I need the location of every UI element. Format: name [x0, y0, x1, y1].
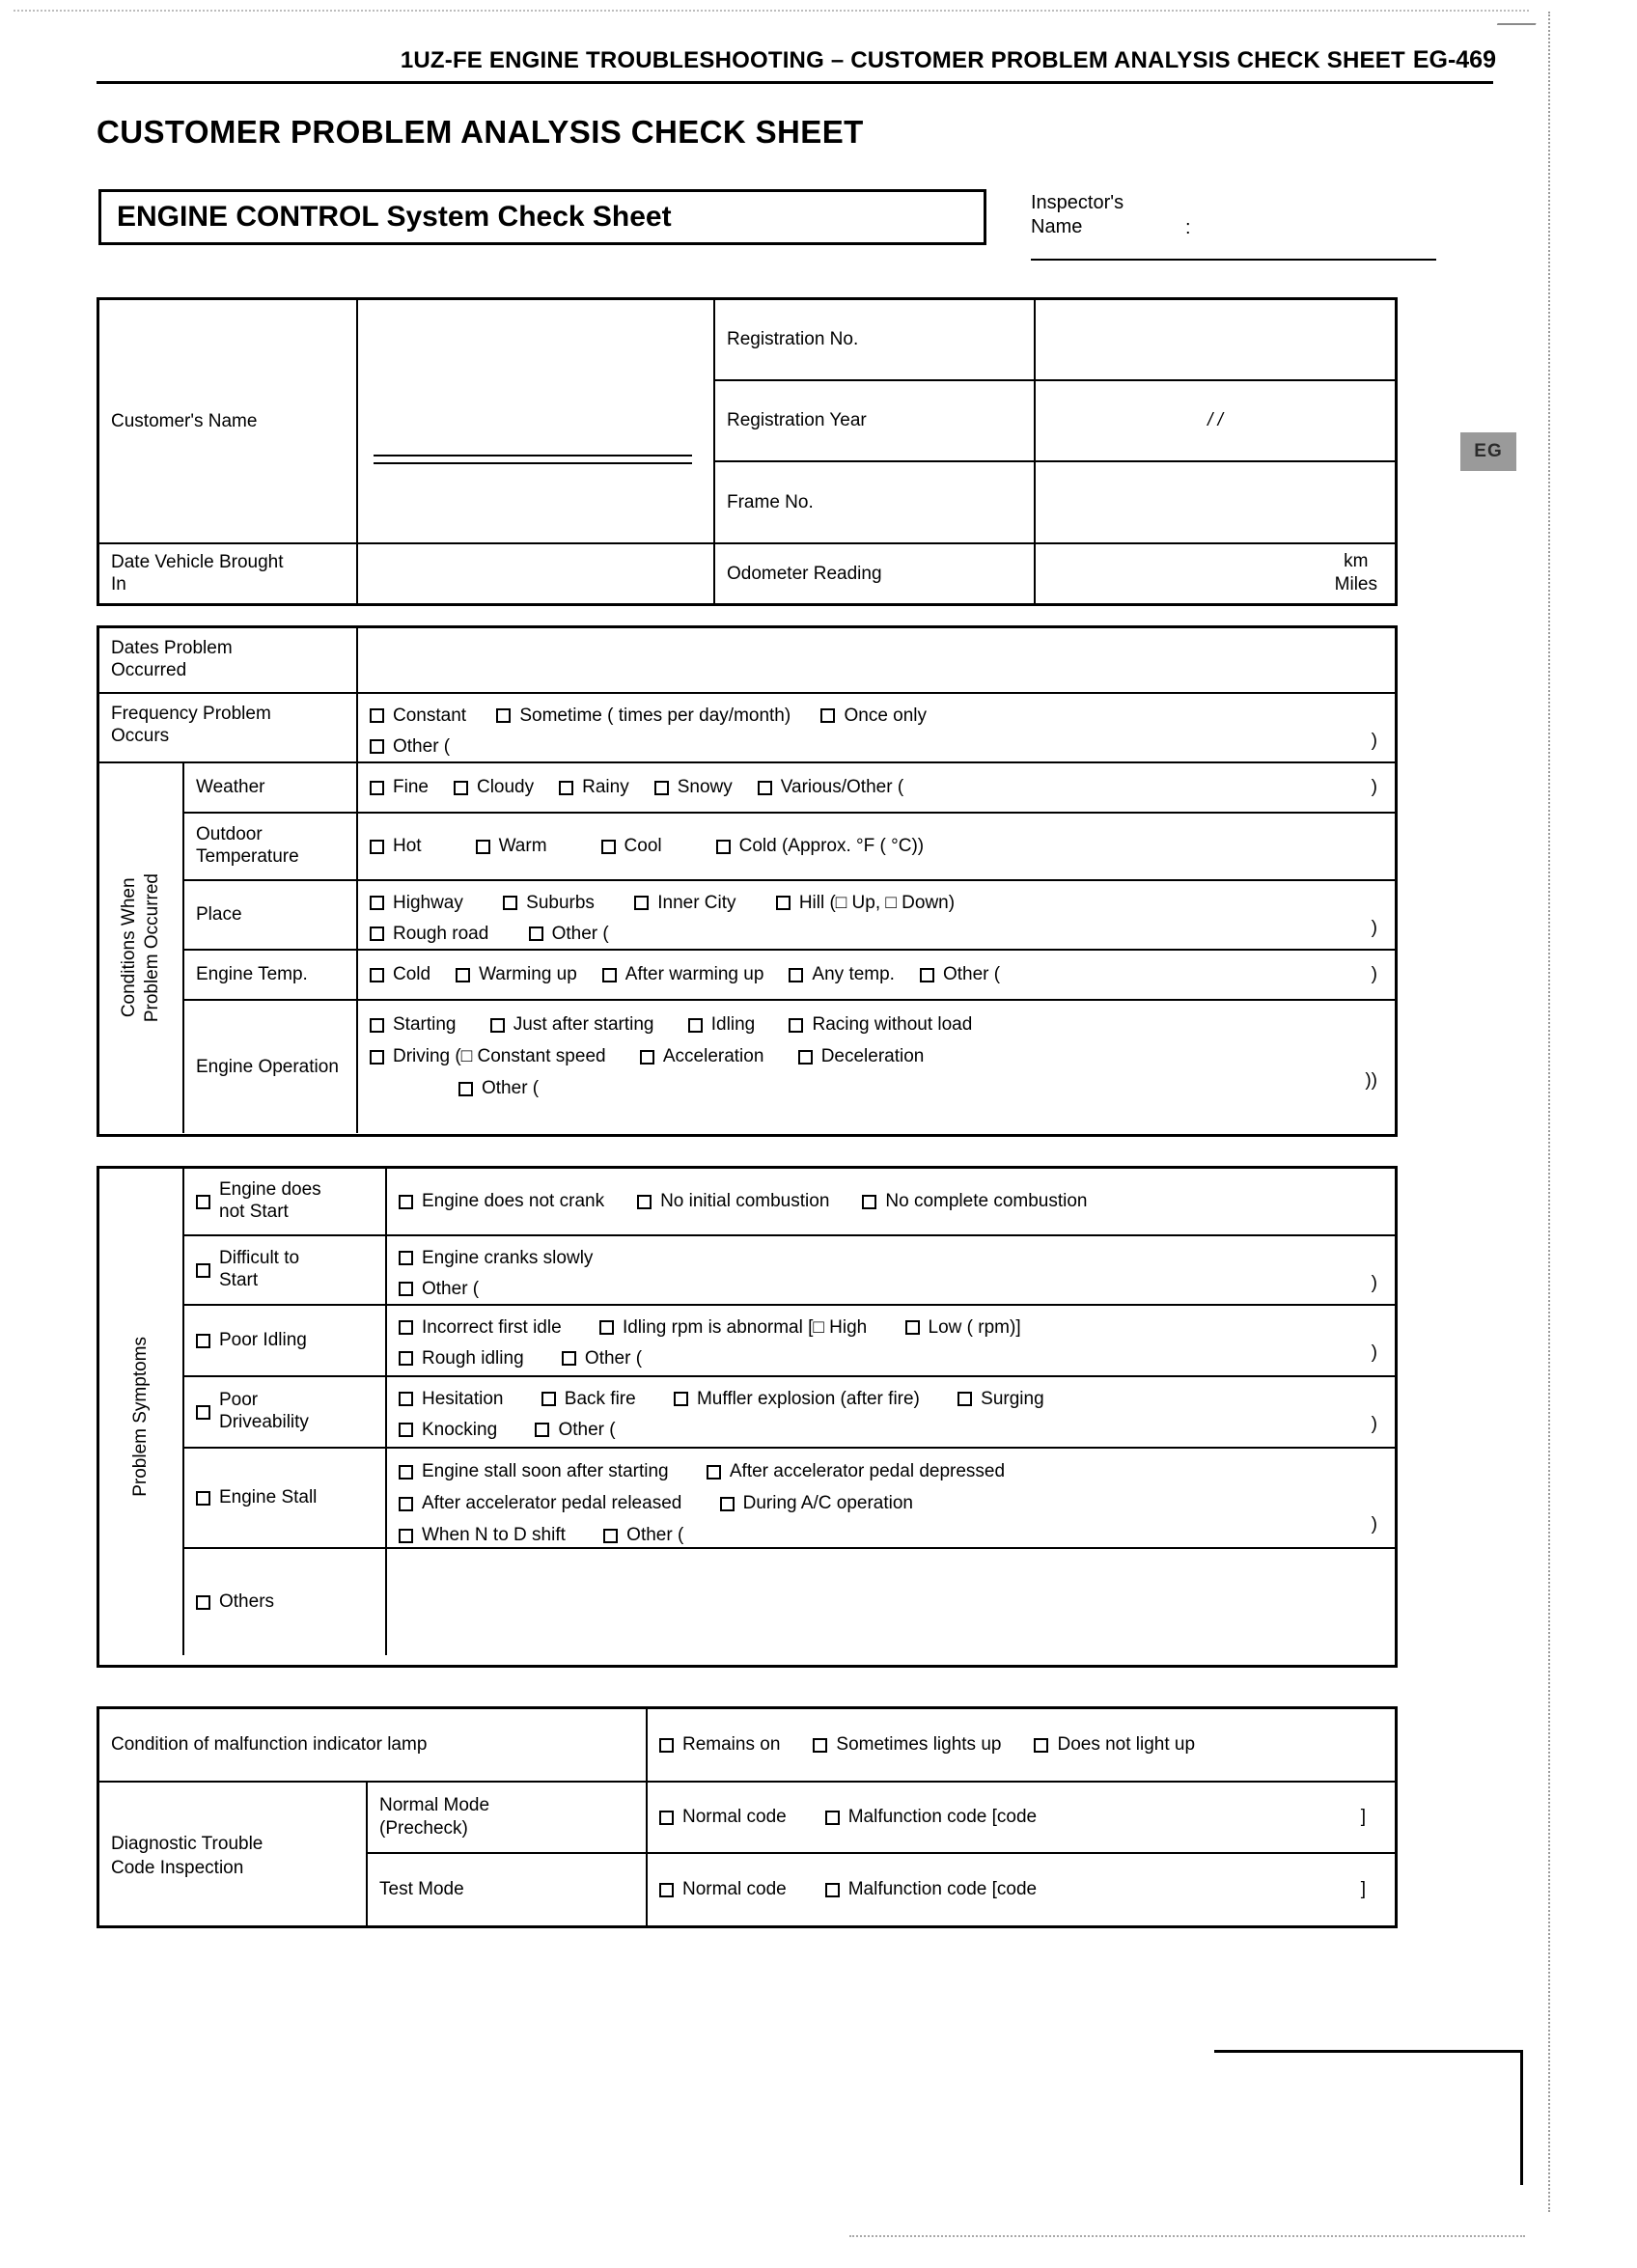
- option-highway[interactable]: Highway: [370, 889, 463, 917]
- diagnostics-table: [97, 1706, 1398, 1928]
- running-header: [97, 46, 1496, 74]
- checkbox-icon[interactable]: [825, 1883, 840, 1897]
- checkbox-icon[interactable]: [399, 1392, 413, 1406]
- dates-problem-label: Dates Problem Occurred: [99, 628, 356, 694]
- option-suburbs[interactable]: Suburbs: [503, 889, 595, 917]
- option-racing-without-load[interactable]: Racing without load: [789, 1010, 972, 1039]
- option-cool[interactable]: Cool: [601, 836, 662, 857]
- checkbox-icon[interactable]: [399, 1465, 413, 1480]
- option-hot[interactable]: Hot: [370, 836, 422, 857]
- option-rainy[interactable]: Rainy: [559, 777, 629, 798]
- checkbox-icon[interactable]: [399, 1320, 413, 1335]
- checkbox-icon[interactable]: [399, 1251, 413, 1265]
- symptom-options-poor-driveability[interactable]: [385, 1377, 1395, 1449]
- checkbox-icon[interactable]: [476, 840, 490, 854]
- checkbox-icon[interactable]: [957, 1392, 972, 1406]
- checkbox-icon[interactable]: [196, 1405, 210, 1420]
- section-tab-eg: EG: [1460, 432, 1516, 471]
- engine-temp-label: Engine Temp.: [182, 951, 356, 1001]
- frame-no-label: Frame No.: [713, 462, 1034, 544]
- option-idling-rpm-low[interactable]: Low ( rpm)]: [905, 1314, 1021, 1341]
- option-after-pedal-depressed[interactable]: After accelerator pedal depressed: [707, 1457, 1005, 1486]
- checkbox-icon[interactable]: [634, 896, 649, 910]
- option-warm[interactable]: Warm: [476, 836, 547, 857]
- option-snowy[interactable]: Snowy: [654, 777, 733, 798]
- option-remains-on[interactable]: Remains on: [659, 1734, 780, 1756]
- place-label: Place: [182, 881, 356, 951]
- inspector-name-field[interactable]: [1031, 259, 1436, 261]
- checkbox-icon[interactable]: [798, 1050, 813, 1065]
- option-back-fire[interactable]: Back fire: [541, 1385, 636, 1413]
- option-sometimes-lights-up[interactable]: Sometimes lights up: [813, 1734, 1001, 1756]
- option-poor-idling-other[interactable]: Other (: [562, 1344, 642, 1372]
- mil-condition-label: Condition of malfunction indicator lamp: [99, 1709, 646, 1783]
- checkbox-icon[interactable]: [813, 1738, 827, 1753]
- checkbox-icon[interactable]: [825, 1811, 840, 1825]
- checkbox-icon[interactable]: [399, 1195, 413, 1209]
- checkbox-icon[interactable]: [370, 781, 384, 795]
- normal-mode-label: Normal Mode (Precheck): [366, 1783, 646, 1854]
- checkbox-icon[interactable]: [559, 781, 573, 795]
- checkbox-icon[interactable]: [920, 968, 934, 982]
- checkbox-icon[interactable]: [599, 1320, 614, 1335]
- checkbox-icon[interactable]: [399, 1351, 413, 1366]
- checkbox-icon[interactable]: [789, 1018, 803, 1033]
- option-engine-op-other[interactable]: Other (: [458, 1074, 539, 1103]
- symptom-options-engine-stall[interactable]: [385, 1449, 1395, 1549]
- inspector-name-label: [1031, 191, 1191, 239]
- option-no-complete-combustion[interactable]: No complete combustion: [862, 1191, 1087, 1212]
- frequency-other-close: ): [1371, 731, 1377, 751]
- weather-label: Weather: [182, 763, 356, 814]
- trim-line-bottom: [849, 2235, 1525, 2237]
- option-engine-cranks-slowly[interactable]: Engine cranks slowly: [399, 1244, 593, 1272]
- checkbox-icon[interactable]: [196, 1334, 210, 1348]
- checkbox-icon[interactable]: [562, 1351, 576, 1366]
- symptom-name-poor-driveability[interactable]: Poor Driveability: [182, 1377, 385, 1449]
- checkbox-icon[interactable]: [654, 781, 669, 795]
- trim-line-vertical: [1548, 12, 1550, 2212]
- option-engine-temp-other[interactable]: Other (: [920, 964, 1000, 985]
- subtitle-box: [98, 189, 986, 245]
- header-title: 1UZ-FE ENGINE TROUBLESHOOTING – CUSTOMER PROBLEM ANALYSIS CHECK SHEET: [400, 47, 1405, 73]
- mil-condition-options[interactable]: [646, 1709, 1395, 1783]
- checkbox-icon[interactable]: [370, 739, 384, 754]
- dtc-inspection-label: Diagnostic Trouble Code Inspection: [111, 1834, 264, 1878]
- inspector-colon: :: [1185, 217, 1191, 238]
- checkbox-icon[interactable]: [456, 968, 470, 982]
- option-normal-code-normal-mode[interactable]: Normal code: [659, 1807, 787, 1828]
- dates-problem-field[interactable]: [356, 628, 1395, 694]
- option-malfunction-code-test-mode[interactable]: Malfunction code [code: [825, 1879, 1037, 1900]
- option-after-warming-up[interactable]: After warming up: [602, 964, 764, 985]
- inspector-label-line2: Name: [1031, 216, 1083, 237]
- test-mode-options[interactable]: [646, 1854, 1395, 1925]
- inspector-label-line1: Inspector's: [1031, 192, 1124, 213]
- page-code: EG-469: [1412, 46, 1496, 73]
- option-no-initial-combustion[interactable]: No initial combustion: [637, 1191, 829, 1212]
- symptom-options-difficult-to-start[interactable]: [385, 1236, 1395, 1306]
- option-hesitation[interactable]: Hesitation: [399, 1385, 504, 1413]
- option-rough-idling[interactable]: Rough idling: [399, 1344, 524, 1372]
- checkbox-icon[interactable]: [659, 1883, 674, 1897]
- conditions-section-label: Conditions When Problem Occurred: [119, 873, 162, 1023]
- option-once-only[interactable]: Once only: [820, 702, 927, 730]
- checkbox-icon[interactable]: [496, 708, 511, 723]
- option-when-n-to-d-shift[interactable]: When N to D shift: [399, 1521, 566, 1550]
- option-any-temp[interactable]: Any temp.: [789, 964, 895, 985]
- option-driving[interactable]: Driving (□ Constant speed: [370, 1042, 606, 1071]
- option-engine-does-not-crank[interactable]: Engine does not crank: [399, 1191, 604, 1212]
- symptom-name-difficult-to-start[interactable]: Difficult to Start: [182, 1236, 385, 1306]
- option-normal-code-test-mode[interactable]: Normal code: [659, 1879, 787, 1900]
- checkbox-icon[interactable]: [399, 1282, 413, 1296]
- frame-no-field[interactable]: [1034, 462, 1395, 544]
- checkbox-icon[interactable]: [529, 927, 543, 941]
- option-driveability-other[interactable]: Other (: [535, 1416, 615, 1444]
- registration-no-field[interactable]: [1034, 300, 1395, 381]
- engine-temp-options[interactable]: [356, 951, 1395, 1001]
- poor-idling-other-close: ): [1371, 1342, 1377, 1363]
- option-just-after-starting[interactable]: Just after starting: [490, 1010, 654, 1039]
- option-idling-rpm-abnormal[interactable]: Idling rpm is abnormal [□ High: [599, 1314, 867, 1341]
- checkbox-icon[interactable]: [370, 1050, 384, 1065]
- outdoor-temperature-label: Outdoor Temperature: [182, 814, 356, 881]
- option-cold[interactable]: Cold (Approx. °F ( °C)): [716, 836, 925, 857]
- checkbox-icon[interactable]: [399, 1497, 413, 1511]
- option-muffler-explosion[interactable]: Muffler explosion (after fire): [674, 1385, 920, 1413]
- corner-crop-mark: [1214, 2050, 1523, 2185]
- option-difficult-start-other[interactable]: Other (: [399, 1275, 479, 1303]
- odometer-unit-miles: Miles: [1334, 573, 1377, 595]
- symptom-name-engine-does-not-start[interactable]: Engine does not Start: [182, 1169, 385, 1236]
- checkbox-icon[interactable]: [370, 896, 384, 910]
- customer-name-label: Customer's Name: [99, 300, 356, 544]
- option-engine-cold[interactable]: Cold: [370, 964, 430, 985]
- engine-stall-other-close: ): [1371, 1514, 1377, 1535]
- page-title: CUSTOMER PROBLEM ANALYSIS CHECK SHEET: [97, 114, 864, 150]
- symptom-name-engine-stall[interactable]: Engine Stall: [182, 1449, 385, 1549]
- difficult-start-other-close: ): [1371, 1273, 1377, 1293]
- place-other-close: ): [1371, 918, 1377, 938]
- option-constant[interactable]: Constant: [370, 702, 466, 730]
- customer-info-table: [97, 297, 1398, 606]
- option-various-other[interactable]: Various/Other (: [758, 777, 903, 798]
- checkbox-icon[interactable]: [707, 1465, 721, 1480]
- checkbox-icon[interactable]: [659, 1811, 674, 1825]
- checkbox-icon[interactable]: [196, 1491, 210, 1506]
- checkbox-icon[interactable]: [399, 1423, 413, 1437]
- symptom-name-others[interactable]: Others: [182, 1549, 385, 1655]
- option-engine-stall-other[interactable]: Other (: [603, 1521, 683, 1550]
- checkbox-icon[interactable]: [1034, 1738, 1048, 1753]
- option-fine[interactable]: Fine: [370, 777, 429, 798]
- checkbox-icon[interactable]: [490, 1018, 505, 1033]
- place-options[interactable]: [356, 881, 1395, 951]
- checkbox-icon[interactable]: [603, 1529, 618, 1543]
- problem-symptoms-section-label: Problem Symptoms: [130, 1337, 152, 1497]
- checkbox-icon[interactable]: [602, 968, 617, 982]
- header-rule: [97, 81, 1493, 84]
- option-idling[interactable]: Idling: [688, 1010, 755, 1039]
- checkbox-icon[interactable]: [503, 896, 517, 910]
- date-brought-field[interactable]: [356, 544, 713, 603]
- test-mode-label: Test Mode: [366, 1854, 646, 1925]
- option-inner-city[interactable]: Inner City: [634, 889, 735, 917]
- checkbox-icon[interactable]: [541, 1392, 556, 1406]
- outdoor-temperature-options[interactable]: [356, 814, 1395, 881]
- checkbox-icon[interactable]: [458, 1082, 473, 1096]
- option-incorrect-first-idle[interactable]: Incorrect first idle: [399, 1314, 562, 1341]
- checkbox-icon[interactable]: [399, 1529, 413, 1543]
- checkbox-icon[interactable]: [776, 896, 791, 910]
- checkbox-icon[interactable]: [820, 708, 835, 723]
- registration-year-field[interactable]: / /: [1034, 381, 1395, 462]
- checkbox-icon[interactable]: [637, 1195, 652, 1209]
- checkbox-icon[interactable]: [601, 840, 616, 854]
- checkbox-icon[interactable]: [758, 781, 772, 795]
- option-stall-soon-after-starting[interactable]: Engine stall soon after starting: [399, 1457, 669, 1486]
- checkbox-icon[interactable]: [370, 968, 384, 982]
- option-sometime[interactable]: Sometime ( times per day/month): [496, 702, 791, 730]
- normal-mode-code-close: ]: [1360, 1807, 1366, 1827]
- registration-no-label: Registration No.: [713, 300, 1034, 381]
- weather-other-close: ): [1371, 777, 1377, 797]
- checkbox-icon[interactable]: [720, 1497, 735, 1511]
- checkbox-icon[interactable]: [659, 1738, 674, 1753]
- option-during-ac-operation[interactable]: During A/C operation: [720, 1489, 913, 1518]
- option-deceleration[interactable]: Deceleration: [798, 1042, 925, 1071]
- checkbox-icon[interactable]: [370, 840, 384, 854]
- option-cloudy[interactable]: Cloudy: [454, 777, 534, 798]
- trim-line-top: [14, 10, 1529, 12]
- option-does-not-light-up[interactable]: Does not light up: [1034, 1734, 1195, 1756]
- option-other[interactable]: Other (: [370, 733, 450, 761]
- option-starting[interactable]: Starting: [370, 1010, 456, 1039]
- checkbox-icon[interactable]: [716, 840, 731, 854]
- test-mode-code-close: ]: [1360, 1879, 1366, 1899]
- symptom-options-poor-idling[interactable]: [385, 1306, 1395, 1377]
- subtitle-text: ENGINE CONTROL System Check Sheet: [117, 201, 672, 233]
- option-after-pedal-released[interactable]: After accelerator pedal released: [399, 1489, 681, 1518]
- frequency-label: Frequency Problem Occurs: [99, 694, 356, 763]
- customer-name-field[interactable]: [356, 300, 713, 544]
- option-hill[interactable]: Hill (□ Up, □ Down): [776, 889, 955, 917]
- checkbox-icon[interactable]: [370, 1018, 384, 1033]
- odometer-field[interactable]: [1034, 544, 1395, 603]
- checkbox-icon[interactable]: [688, 1018, 703, 1033]
- option-place-other[interactable]: Other (: [529, 920, 609, 948]
- problem-symptoms-table: [97, 1166, 1398, 1668]
- option-knocking[interactable]: Knocking: [399, 1416, 497, 1444]
- engine-operation-options[interactable]: [356, 1001, 1395, 1133]
- option-warming-up[interactable]: Warming up: [456, 964, 577, 985]
- engine-op-other-close: )): [1365, 1070, 1377, 1091]
- conditions-table: [97, 625, 1398, 1137]
- symptom-options-engine-does-not-start[interactable]: [385, 1169, 1395, 1236]
- checkbox-icon[interactable]: [674, 1392, 688, 1406]
- option-surging[interactable]: Surging: [957, 1385, 1044, 1413]
- odometer-label: Odometer Reading: [713, 544, 1034, 603]
- engine-temp-other-close: ): [1371, 964, 1377, 984]
- symptom-name-poor-idling[interactable]: Poor Idling: [182, 1306, 385, 1377]
- driveability-other-close: ): [1371, 1414, 1377, 1434]
- checkbox-icon[interactable]: [905, 1320, 920, 1335]
- checkbox-icon[interactable]: [196, 1263, 210, 1278]
- registration-year-label: Registration Year: [713, 381, 1034, 462]
- symptom-options-others[interactable]: [385, 1549, 1395, 1655]
- option-rough-road[interactable]: Rough road: [370, 920, 488, 948]
- checkbox-icon[interactable]: [196, 1595, 210, 1610]
- odometer-unit-km: km: [1344, 551, 1369, 571]
- checkbox-icon[interactable]: [535, 1423, 549, 1437]
- date-brought-label: Date Vehicle Brought In: [111, 552, 284, 595]
- checkbox-icon[interactable]: [640, 1050, 654, 1065]
- frequency-options[interactable]: [356, 694, 1395, 763]
- checkbox-icon[interactable]: [196, 1195, 210, 1209]
- checkbox-icon[interactable]: [862, 1195, 876, 1209]
- weather-options[interactable]: [356, 763, 1395, 814]
- normal-mode-options[interactable]: [646, 1783, 1395, 1854]
- checkbox-icon[interactable]: [454, 781, 468, 795]
- checkbox-icon[interactable]: [789, 968, 803, 982]
- checkbox-icon[interactable]: [370, 927, 384, 941]
- checkbox-icon[interactable]: [370, 708, 384, 723]
- option-acceleration[interactable]: Acceleration: [640, 1042, 764, 1071]
- engine-operation-label: Engine Operation: [182, 1001, 356, 1133]
- option-malfunction-code-normal-mode[interactable]: Malfunction code [code: [825, 1807, 1037, 1828]
